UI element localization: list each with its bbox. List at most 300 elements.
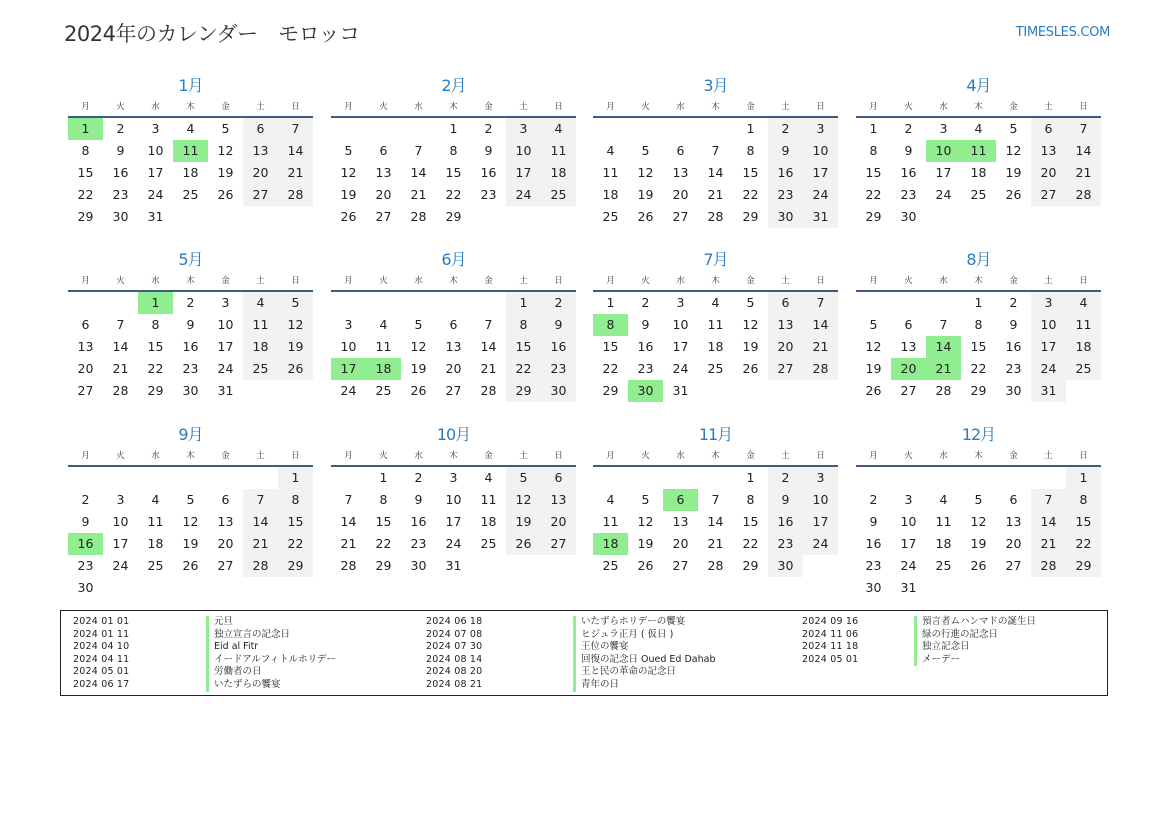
day-cell: 22	[147, 361, 164, 376]
day-cell: 11	[375, 339, 392, 354]
day-cell: 18	[147, 536, 164, 551]
day-cell: 24	[1031, 358, 1066, 380]
day-cell: 16	[410, 514, 427, 529]
day-cell: 14	[112, 339, 129, 354]
day-cell: 14	[480, 339, 497, 354]
weekday-label: 土	[256, 451, 265, 461]
month-7	[593, 248, 838, 402]
holiday-date: 2024 09 16	[802, 616, 859, 627]
day-cell: 2	[414, 470, 423, 485]
weekday-header	[68, 272, 313, 292]
weekday-label: 木	[974, 102, 983, 112]
day-grid	[856, 292, 1101, 402]
weekday-label: 土	[256, 102, 265, 112]
holiday-name: 労働者の日	[206, 666, 262, 679]
day-cell: 29	[742, 558, 759, 573]
day-cell: 9	[81, 514, 90, 529]
day-cell: 21	[278, 162, 313, 184]
day-cell: 15	[865, 165, 882, 180]
day-cell: 13	[900, 339, 917, 354]
day-cell: 26	[637, 209, 654, 224]
site-logo[interactable]: TIMESLES.COM	[1015, 25, 1110, 40]
day-cell: 23	[182, 361, 199, 376]
day-cell: 21	[243, 533, 278, 555]
empty-cell	[173, 467, 208, 489]
weekday-label: 火	[116, 102, 125, 112]
day-cell: 21	[707, 536, 724, 551]
day-cell: 30	[768, 206, 803, 228]
day-cell: 31	[900, 580, 917, 595]
day-cell: 27	[900, 383, 917, 398]
day-grid	[331, 292, 576, 402]
day-cell: 3	[344, 317, 353, 332]
empty-cell	[663, 467, 698, 489]
day-cell: 7	[484, 317, 493, 332]
weekday-label: 日	[554, 451, 563, 461]
day-cell: 28	[278, 184, 313, 206]
weekday-label: 日	[1079, 102, 1088, 112]
day-cell: 4	[243, 292, 278, 314]
day-cell: 5	[974, 492, 983, 507]
holiday-row	[73, 616, 336, 629]
day-cell: 25	[935, 558, 952, 573]
day-cell: 10	[147, 143, 164, 158]
day-cell: 2	[186, 295, 195, 310]
weekday-label: 火	[904, 451, 913, 461]
day-cell: 24	[935, 187, 952, 202]
day-cell: 14	[340, 514, 357, 529]
day-grid	[593, 292, 838, 402]
holiday-list	[60, 610, 1108, 696]
day-cell: 26	[217, 187, 234, 202]
weekday-label: 木	[186, 451, 195, 461]
weekday-label: 月	[344, 102, 353, 112]
page-title: 2024年のカレンダー モロッコ	[64, 22, 360, 46]
day-cell: 5	[186, 492, 195, 507]
holiday-name: 元旦	[206, 616, 233, 629]
weekday-label: 月	[606, 451, 615, 461]
day-cell: 23	[637, 361, 654, 376]
month-name: 10月	[436, 425, 471, 444]
day-cell: 23	[900, 187, 917, 202]
day-cell: 26	[637, 558, 654, 573]
day-cell: 29	[865, 209, 882, 224]
weekday-label: 土	[519, 276, 528, 286]
day-cell: 29	[506, 380, 541, 402]
day-cell: 24	[803, 533, 838, 555]
day-cell: 29	[602, 383, 619, 398]
holiday-row	[802, 616, 1036, 629]
day-cell: 20	[541, 511, 576, 533]
day-cell: 20	[77, 361, 94, 376]
month-name: 9月	[178, 425, 203, 444]
weekday-label: 木	[711, 102, 720, 112]
weekday-label: 土	[1044, 451, 1053, 461]
day-cell: 11	[147, 514, 164, 529]
day-cell: 10	[506, 140, 541, 162]
day-cell: 1	[449, 121, 458, 136]
day-cell: 31	[1031, 380, 1066, 402]
empty-cell	[961, 467, 996, 489]
weekday-header	[68, 447, 313, 467]
day-cell: 3	[449, 470, 458, 485]
day-cell: 2	[81, 492, 90, 507]
month-name: 6月	[441, 250, 466, 269]
day-cell: 7	[1066, 118, 1101, 140]
day-cell: 30	[77, 580, 94, 595]
day-cell: 28	[1066, 184, 1101, 206]
day-cell: 19	[506, 511, 541, 533]
weekday-label: 木	[711, 276, 720, 286]
day-cell: 12	[217, 143, 234, 158]
day-cell: 25	[480, 536, 497, 551]
day-cell: 27	[672, 558, 689, 573]
empty-cell	[891, 467, 926, 489]
day-cell: 5	[414, 317, 423, 332]
day-cell: 12	[637, 514, 654, 529]
weekday-header	[331, 447, 576, 467]
day-cell: 22	[865, 187, 882, 202]
day-cell: 6	[541, 467, 576, 489]
day-cell: 27	[541, 533, 576, 555]
month-1	[68, 74, 313, 228]
day-cell: 30	[900, 209, 917, 224]
day-cell: 11	[707, 317, 724, 332]
day-cell: 29	[278, 555, 313, 577]
day-cell: 10	[900, 514, 917, 529]
weekday-label: 火	[904, 102, 913, 112]
day-cell: 25	[602, 558, 619, 573]
day-cell: 30	[1005, 383, 1022, 398]
weekday-label: 日	[291, 276, 300, 286]
day-cell: 3	[221, 295, 230, 310]
day-cell: 14	[278, 140, 313, 162]
weekday-label: 金	[1009, 451, 1018, 461]
empty-cell	[996, 467, 1031, 489]
day-cell: 16	[1005, 339, 1022, 354]
day-cell: 23	[541, 358, 576, 380]
weekday-label: 日	[554, 102, 563, 112]
month-4	[856, 74, 1101, 228]
weekday-label: 月	[344, 451, 353, 461]
empty-cell	[68, 292, 103, 314]
day-cell: 23	[480, 187, 497, 202]
day-cell: 28	[243, 555, 278, 577]
empty-cell	[103, 467, 138, 489]
day-cell: 18	[970, 165, 987, 180]
holiday-date: 2024 06 18	[426, 616, 483, 627]
day-cell: 27	[243, 184, 278, 206]
empty-cell	[366, 118, 401, 140]
day-cell: 28	[935, 383, 952, 398]
day-cell: 28	[1031, 555, 1066, 577]
day-cell: 8	[869, 143, 878, 158]
day-cell: 8	[278, 489, 313, 511]
weekday-label: 月	[81, 276, 90, 286]
day-cell: 5	[746, 295, 755, 310]
weekday-label: 土	[1044, 276, 1053, 286]
holiday-name: メーデー	[914, 654, 960, 667]
day-cell: 6	[449, 317, 458, 332]
day-grid	[68, 118, 313, 228]
empty-cell	[698, 118, 733, 140]
day-cell: 18	[243, 336, 278, 358]
day-cell: 10	[672, 317, 689, 332]
day-cell: 17	[112, 536, 129, 551]
day-cell: 2	[869, 492, 878, 507]
day-cell: 27	[445, 383, 462, 398]
day-cell: 10	[112, 514, 129, 529]
weekday-label: 木	[974, 451, 983, 461]
day-cell: 12	[410, 339, 427, 354]
day-cell: 25	[375, 383, 392, 398]
day-cell: 5	[641, 143, 650, 158]
day-cell: 21	[112, 361, 129, 376]
day-cell: 12	[182, 514, 199, 529]
weekday-label: 水	[939, 451, 948, 461]
weekday-label: 水	[676, 276, 685, 286]
day-cell: 6	[1009, 492, 1018, 507]
holiday-column	[426, 616, 715, 692]
holiday-date: 2024 04 11	[73, 653, 130, 665]
day-cell: 11	[243, 314, 278, 336]
day-cell: 9	[414, 492, 423, 507]
day-cell: 4	[606, 143, 615, 158]
day-cell: 21	[707, 187, 724, 202]
empty-cell	[68, 467, 103, 489]
empty-cell	[138, 467, 173, 489]
month-10	[331, 423, 576, 577]
month-name: 1月	[178, 76, 203, 95]
day-cell: 29	[445, 209, 462, 224]
weekday-label: 日	[291, 102, 300, 112]
day-cell: 14	[1066, 140, 1101, 162]
day-cell: 15	[742, 165, 759, 180]
month-2	[331, 74, 576, 228]
day-cell: 14	[410, 165, 427, 180]
day-cell: 24	[112, 558, 129, 573]
day-cell: 5	[869, 317, 878, 332]
day-cell: 30	[768, 555, 803, 577]
day-cell: 6	[768, 292, 803, 314]
day-cell: 16	[480, 165, 497, 180]
day-cell: 28	[803, 358, 838, 380]
weekday-label: 木	[186, 276, 195, 286]
empty-cell	[331, 467, 366, 489]
day-cell: 28	[707, 558, 724, 573]
day-cell: 15	[147, 339, 164, 354]
weekday-label: 木	[186, 102, 195, 112]
holiday-date: 2024 06 17	[73, 678, 130, 690]
holiday-name: イードアルフィトルホリデー	[206, 654, 336, 667]
day-cell: 22	[1066, 533, 1101, 555]
day-cell: 27	[672, 209, 689, 224]
holiday-date: 2024 11 18	[802, 641, 859, 653]
day-cell: 9	[768, 489, 803, 511]
weekday-label: 木	[449, 451, 458, 461]
weekday-label: 金	[484, 276, 493, 286]
day-cell: 13	[375, 165, 392, 180]
day-cell: 6	[904, 317, 913, 332]
day-cell: 14	[803, 314, 838, 336]
day-cell: 5	[506, 467, 541, 489]
day-cell: 24	[900, 558, 917, 573]
day-cell: 1	[379, 470, 388, 485]
holiday-day-cell: 17	[331, 358, 366, 380]
holiday-row	[802, 629, 1036, 642]
weekday-label: 月	[81, 451, 90, 461]
day-cell: 26	[742, 361, 759, 376]
day-cell: 16	[768, 162, 803, 184]
month-8	[856, 248, 1101, 402]
day-cell: 8	[974, 317, 983, 332]
day-cell: 22	[445, 187, 462, 202]
weekday-header	[331, 98, 576, 118]
weekday-label: 水	[939, 276, 948, 286]
holiday-day-cell: 1	[68, 118, 103, 140]
day-cell: 2	[904, 121, 913, 136]
holiday-name: 青年の日	[573, 679, 619, 692]
day-grid	[68, 467, 313, 599]
holiday-date: 2024 08 20	[426, 666, 483, 678]
day-cell: 12	[865, 339, 882, 354]
day-cell: 6	[379, 143, 388, 158]
holiday-name: 王位の饗宴	[573, 641, 629, 654]
day-cell: 20	[768, 336, 803, 358]
empty-cell	[891, 292, 926, 314]
day-cell: 17	[217, 339, 234, 354]
weekday-label: 火	[641, 102, 650, 112]
day-cell: 6	[81, 317, 90, 332]
day-cell: 15	[77, 165, 94, 180]
day-cell: 17	[445, 514, 462, 529]
weekday-label: 金	[746, 451, 755, 461]
day-cell: 11	[602, 165, 619, 180]
day-cell: 9	[186, 317, 195, 332]
holiday-date: 2024 01 01	[73, 616, 130, 627]
holiday-row	[426, 629, 715, 642]
empty-cell	[331, 118, 366, 140]
day-cell: 12	[742, 317, 759, 332]
day-cell: 26	[865, 383, 882, 398]
day-cell: 11	[935, 514, 952, 529]
day-cell: 6	[676, 143, 685, 158]
weekday-label: 土	[781, 276, 790, 286]
weekday-label: 日	[816, 451, 825, 461]
weekday-label: 水	[939, 102, 948, 112]
day-cell: 8	[81, 143, 90, 158]
day-cell: 25	[182, 187, 199, 202]
holiday-day-cell: 11	[961, 140, 996, 162]
month-11	[593, 423, 838, 577]
empty-cell	[366, 292, 401, 314]
day-cell: 30	[410, 558, 427, 573]
day-cell: 18	[480, 514, 497, 529]
weekday-label: 日	[816, 276, 825, 286]
day-cell: 3	[506, 118, 541, 140]
weekday-label: 火	[641, 451, 650, 461]
day-cell: 13	[672, 514, 689, 529]
empty-cell	[856, 467, 891, 489]
day-cell: 30	[541, 380, 576, 402]
empty-cell	[628, 118, 663, 140]
day-cell: 19	[217, 165, 234, 180]
month-name: 7月	[703, 250, 728, 269]
day-cell: 18	[935, 536, 952, 551]
day-cell: 22	[742, 187, 759, 202]
weekday-label: 木	[974, 276, 983, 286]
empty-cell	[856, 292, 891, 314]
weekday-label: 木	[449, 276, 458, 286]
holiday-name: いたずらホリデーの饗宴	[573, 616, 685, 629]
day-cell: 10	[340, 339, 357, 354]
holiday-row	[426, 616, 715, 629]
empty-cell	[663, 118, 698, 140]
day-cell: 19	[182, 536, 199, 551]
day-cell: 16	[865, 536, 882, 551]
weekday-label: 火	[116, 451, 125, 461]
day-cell: 25	[602, 209, 619, 224]
day-cell: 23	[768, 184, 803, 206]
weekday-label: 土	[781, 102, 790, 112]
holiday-day-cell: 18	[366, 358, 401, 380]
day-cell: 11	[1066, 314, 1101, 336]
day-cell: 4	[711, 295, 720, 310]
day-cell: 30	[182, 383, 199, 398]
day-cell: 5	[278, 292, 313, 314]
weekday-header	[593, 447, 838, 467]
day-cell: 21	[340, 536, 357, 551]
weekday-label: 水	[151, 102, 160, 112]
day-cell: 18	[182, 165, 199, 180]
weekday-label: 月	[344, 276, 353, 286]
weekday-label: 日	[1079, 451, 1088, 461]
day-cell: 8	[151, 317, 160, 332]
weekday-label: 日	[816, 102, 825, 112]
day-cell: 1	[869, 121, 878, 136]
day-cell: 28	[480, 383, 497, 398]
day-cell: 8	[379, 492, 388, 507]
day-cell: 15	[602, 339, 619, 354]
day-cell: 12	[340, 165, 357, 180]
day-cell: 9	[116, 143, 125, 158]
day-cell: 9	[541, 314, 576, 336]
day-cell: 9	[768, 140, 803, 162]
day-cell: 21	[410, 187, 427, 202]
day-cell: 31	[672, 383, 689, 398]
day-cell: 2	[768, 467, 803, 489]
weekday-header	[68, 98, 313, 118]
day-grid	[856, 467, 1101, 599]
day-cell: 26	[182, 558, 199, 573]
weekday-header	[593, 98, 838, 118]
holiday-day-cell: 10	[926, 140, 961, 162]
day-cell: 4	[1066, 292, 1101, 314]
holiday-day-cell: 14	[926, 336, 961, 358]
holiday-day-cell: 30	[628, 380, 663, 402]
day-cell: 9	[641, 317, 650, 332]
day-cell: 19	[637, 187, 654, 202]
day-cell: 22	[970, 361, 987, 376]
holiday-name: 預言者ムハンマドの誕生日	[914, 616, 1036, 629]
day-cell: 1	[278, 467, 313, 489]
day-cell: 8	[449, 143, 458, 158]
weekday-label: 水	[414, 276, 423, 286]
day-cell: 4	[541, 118, 576, 140]
day-cell: 12	[1005, 143, 1022, 158]
day-cell: 23	[865, 558, 882, 573]
day-cell: 7	[1031, 489, 1066, 511]
